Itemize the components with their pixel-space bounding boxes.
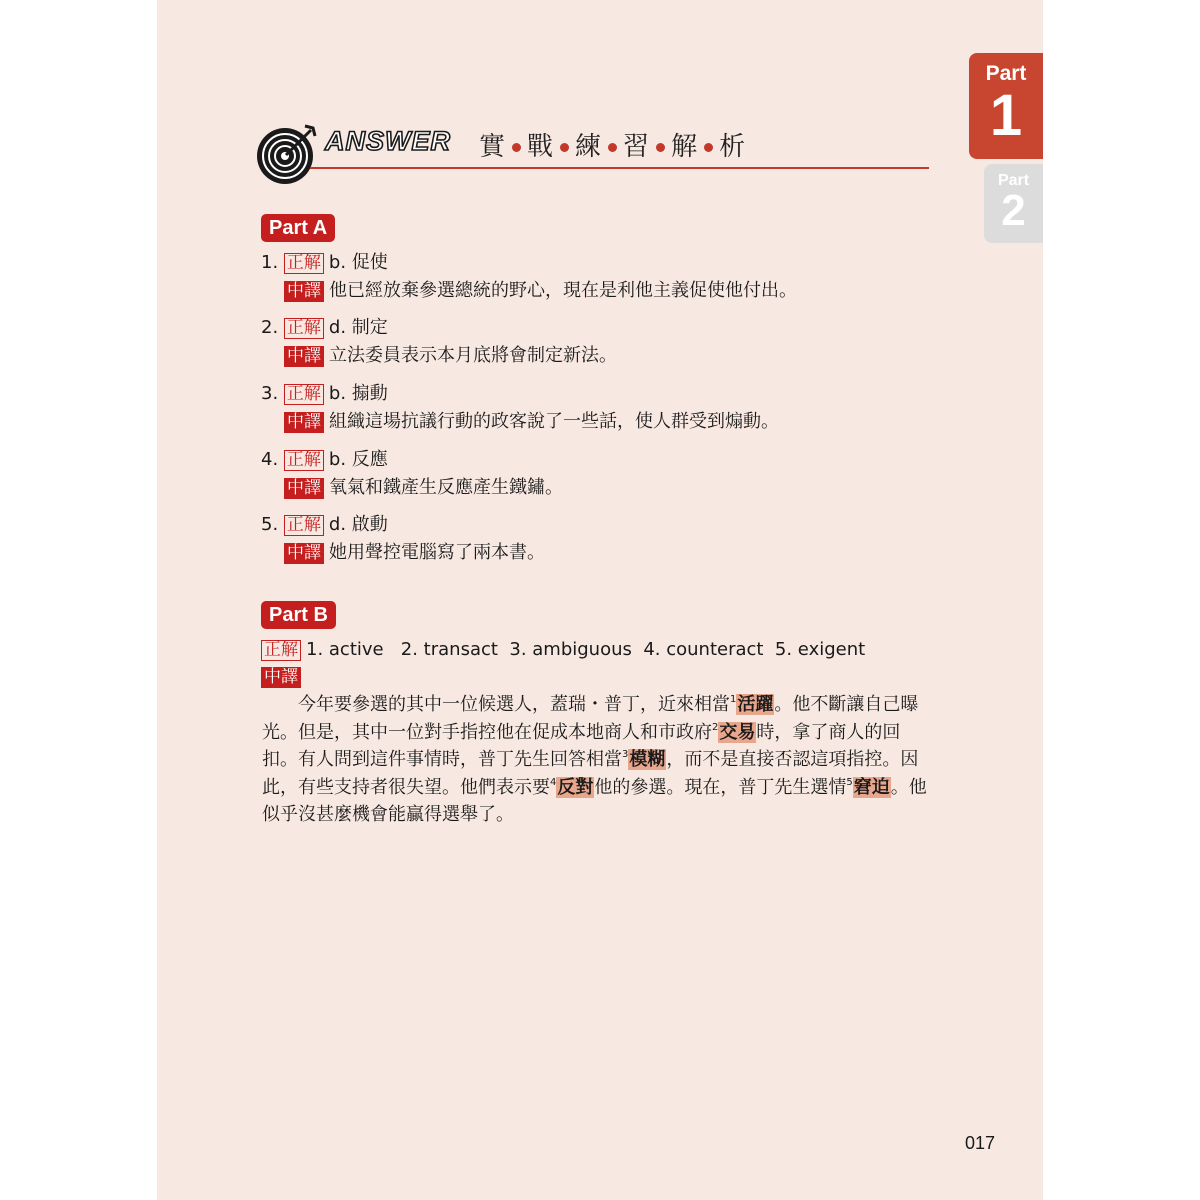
answer-tag: 正解	[284, 515, 324, 536]
highlighted-term: 窘迫	[853, 776, 890, 798]
translation-line-5	[284, 541, 545, 565]
translation-line-2	[284, 344, 617, 368]
answer-text: b. 反應	[328, 449, 388, 470]
item-number: 4.	[261, 449, 279, 470]
part-a-label: Part A	[261, 214, 335, 242]
answer-text: b. 搧動	[328, 383, 388, 404]
answer-tag: 正解	[284, 318, 324, 339]
highlighted-term: 反對	[557, 776, 594, 798]
footnote-number: 5	[846, 776, 853, 788]
highlighted-term: 模糊	[629, 749, 666, 770]
bullet-dot	[512, 143, 521, 152]
highlighted-term: 交易	[719, 721, 756, 743]
translation-text: 立法委員表示本月底將會制定新法。	[329, 345, 617, 366]
title-char: 練	[575, 132, 603, 162]
translation-text: 組織這場抗議行動的政客說了一些話，使人群受到煽動。	[329, 411, 779, 432]
bullet-dot	[560, 143, 569, 152]
answer-text: b. 促使	[328, 252, 388, 273]
answer-text: d. 啟動	[328, 514, 388, 535]
translation-text: 她用聲控電腦寫了兩本書。	[329, 542, 545, 563]
part-b-answers	[261, 638, 865, 662]
translation-tag: 中譯	[261, 667, 301, 688]
answer-tag: 正解	[284, 450, 324, 471]
footnote-number: 1	[730, 694, 737, 705]
translation-text: 他已經放棄參選總統的野心，現在是利他主義促使他付出。	[329, 280, 797, 301]
translation-tag: 中譯	[284, 346, 324, 367]
answer-line-4	[261, 448, 388, 472]
header-divider	[310, 167, 929, 169]
answer-line-3	[261, 382, 388, 406]
target-icon	[253, 120, 323, 186]
part-b-label: Part B	[261, 601, 336, 629]
translation-line-3	[284, 410, 779, 434]
footnote-number: 2	[712, 721, 719, 733]
translation-tag: 中譯	[284, 281, 324, 302]
bullet-dot	[608, 143, 617, 152]
translation-line-4	[284, 476, 563, 500]
answer-list: 1. active 2. transact 3. ambiguous 4. counteract 5. exigent	[306, 639, 866, 660]
page-number: 017	[965, 1133, 996, 1153]
item-number: 2.	[261, 317, 279, 338]
answer-line-5	[261, 513, 388, 537]
answer-tag: 正解	[261, 640, 301, 661]
footnote-number: 4	[550, 776, 557, 788]
title-char: 實	[479, 132, 507, 162]
translation-tag: 中譯	[284, 478, 324, 499]
answer-line-1	[261, 251, 388, 275]
title-char: 析	[719, 132, 747, 162]
translation-tag: 中譯	[284, 543, 324, 564]
bullet-dot	[656, 143, 665, 152]
translation-text: 氧氣和鐵產生反應產生鐵鏽。	[329, 477, 563, 498]
tab-part-word: Part	[997, 172, 1030, 189]
item-number: 5.	[261, 514, 279, 535]
answer-tag: 正解	[284, 384, 324, 405]
translation-paragraph: 今年要參選的其中一位候選人，蓋瑞・普丁，近來相當$^1$活躍。他不斷讓自己曝光。但是，其中一位對手指控他在促成本地商人和市政府$^2$交易時，拿了商人的回扣。有人問到這件事情時，普丁先生回答相當$^3$模糊，而不是直接否認這項指控。因此，有些支持者很失望。他們表示要$^4$反對他的參選。現在，普丁先生選情$^5$窘迫。他似乎沒甚麼機會能贏得選舉了。	[262, 694, 927, 825]
page-title	[479, 126, 746, 163]
item-number: 1.	[261, 252, 279, 273]
title-char: 戰	[527, 132, 555, 162]
title-char: 解	[671, 132, 699, 162]
highlighted-term: 活躍	[737, 694, 774, 715]
item-number: 3.	[261, 383, 279, 404]
answer-tag: 正解	[284, 253, 324, 274]
tab-part-word: Part	[985, 62, 1027, 85]
bullet-dot	[704, 143, 713, 152]
title-char: 習	[623, 132, 651, 162]
tab-part-number: 2	[1001, 186, 1026, 235]
tab-part-2[interactable]	[984, 164, 1043, 243]
tab-part-1[interactable]	[969, 53, 1043, 159]
translation-line-1	[284, 279, 797, 303]
footnote-number: 3	[622, 749, 629, 760]
part-b-translation-label	[261, 665, 306, 689]
answer-line-2	[261, 316, 388, 340]
answer-heading: ANSWER	[325, 126, 451, 156]
tab-part-number: 1	[989, 83, 1023, 148]
translation-tag: 中譯	[284, 412, 324, 433]
answer-text: d. 制定	[328, 317, 388, 338]
